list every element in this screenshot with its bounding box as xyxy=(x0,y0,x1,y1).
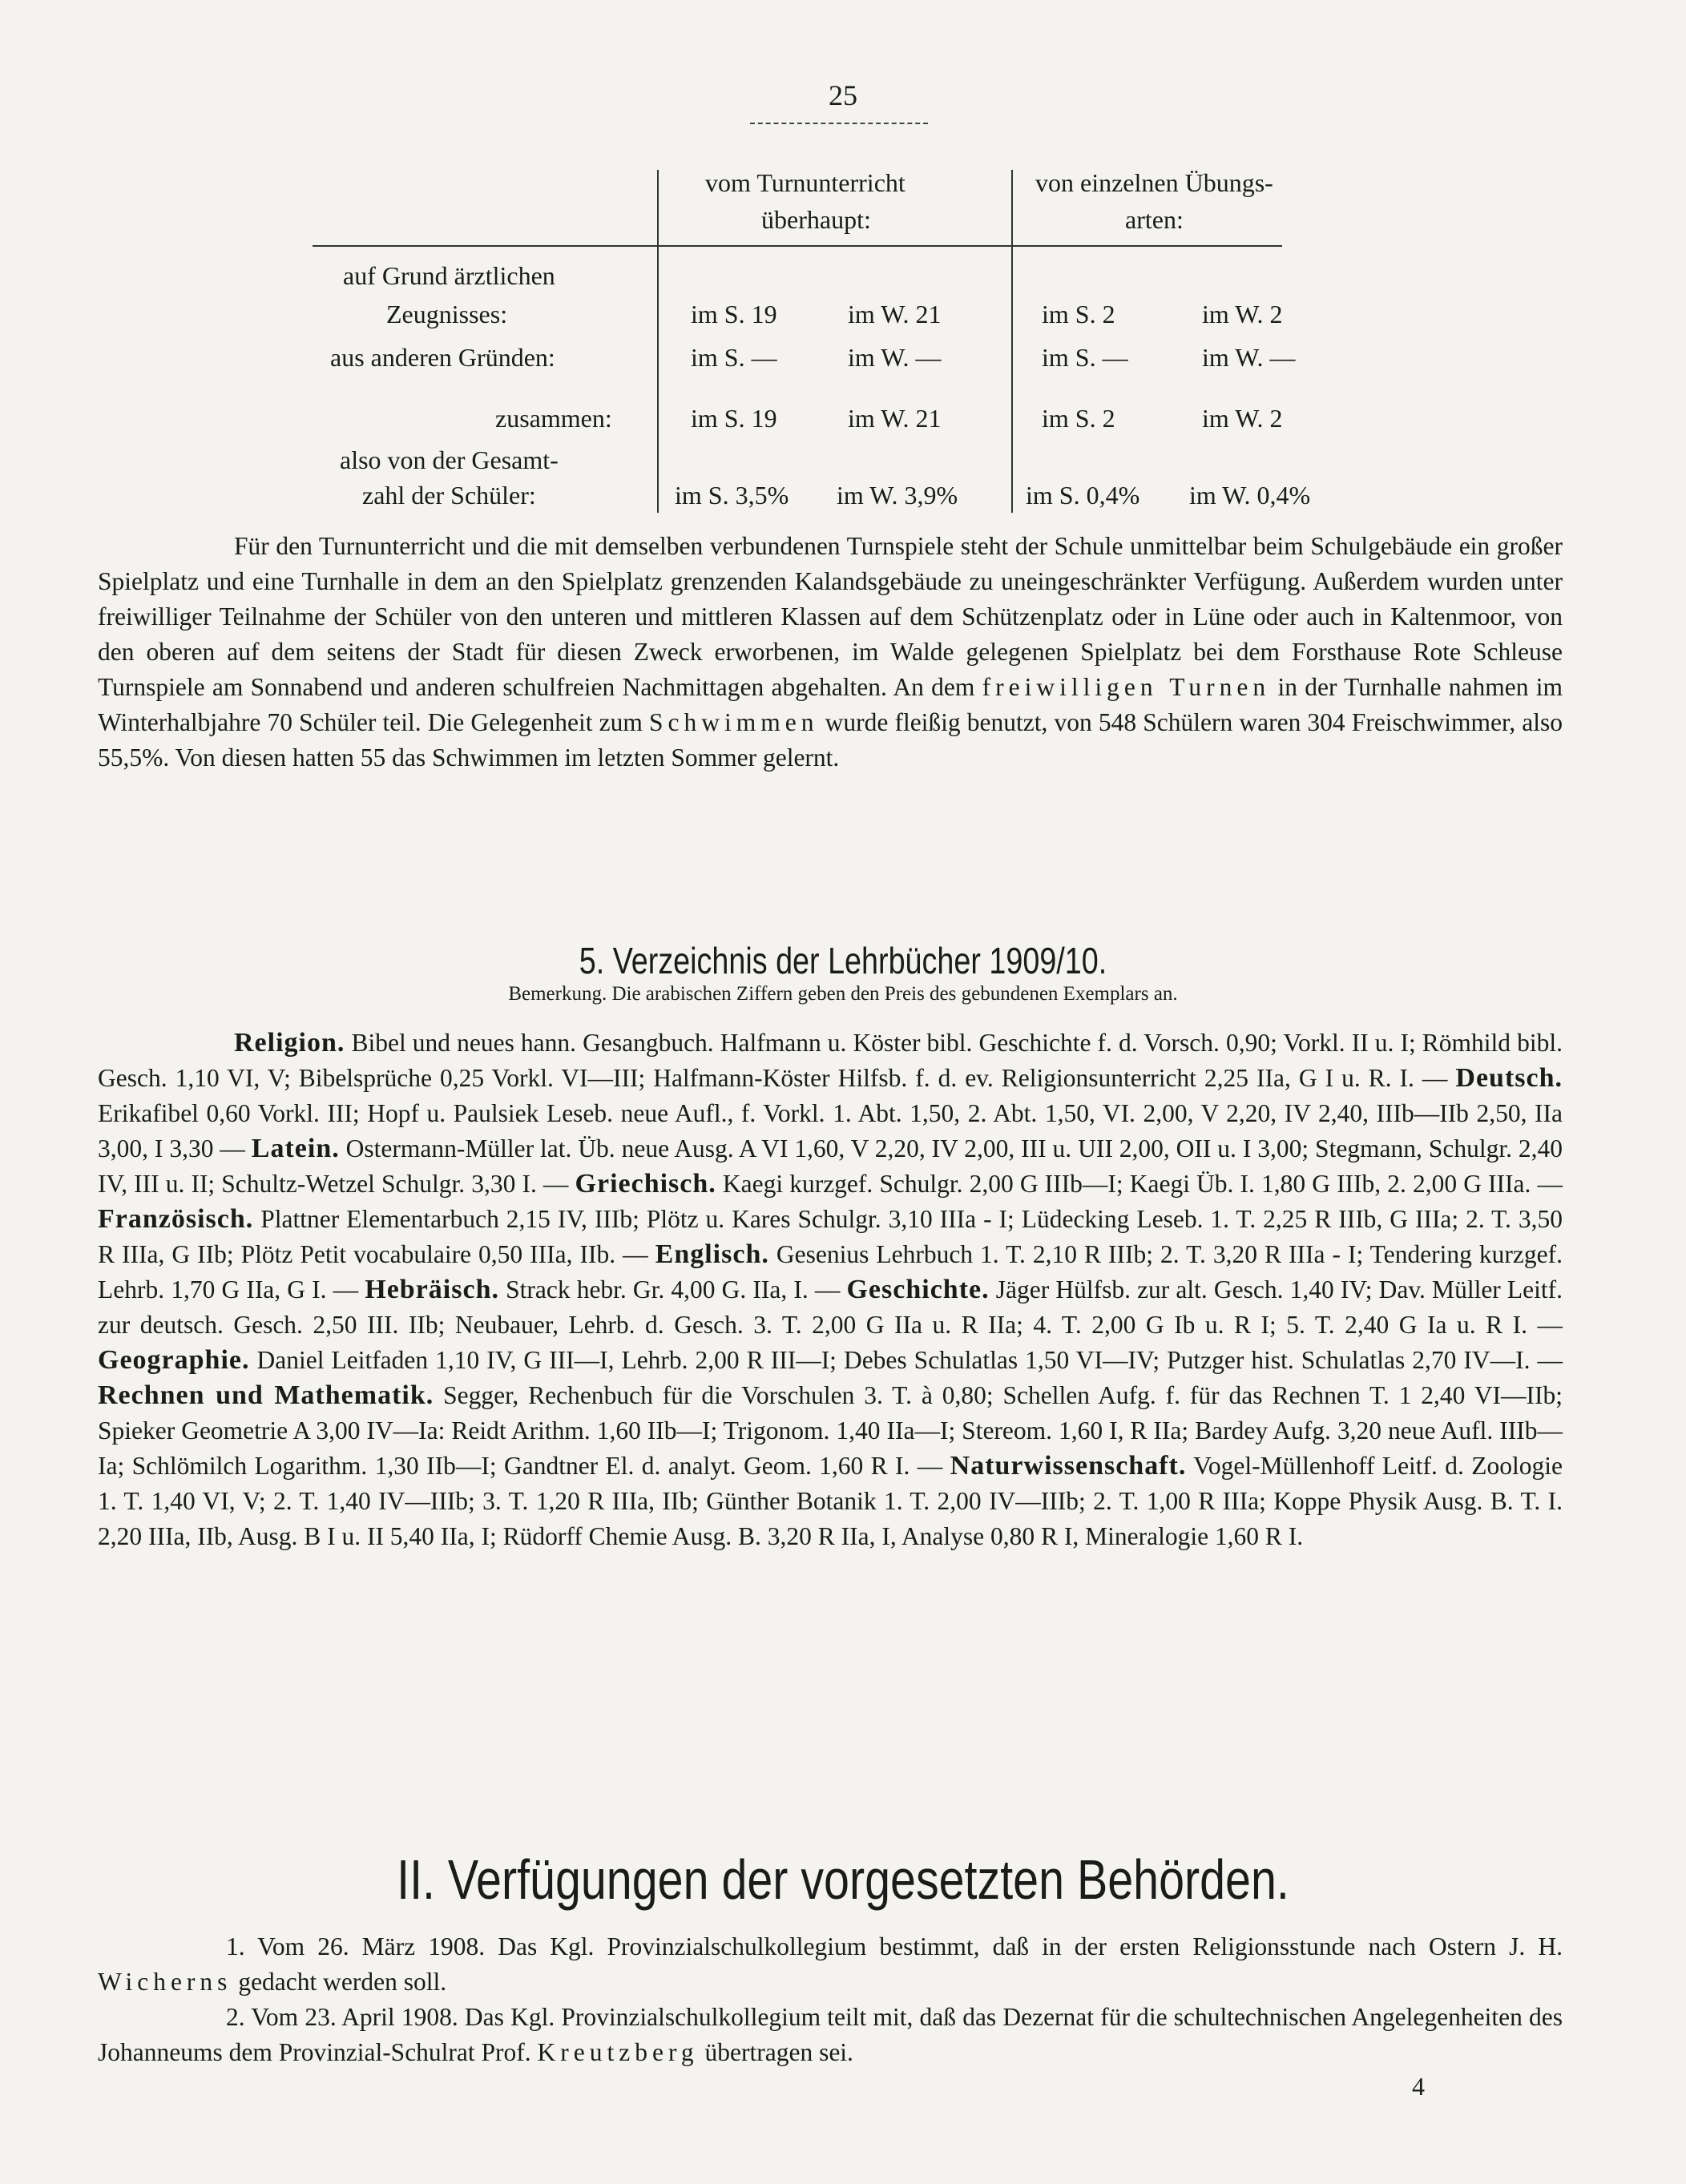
row-label: auf Grund ärztlichen xyxy=(343,261,555,290)
book-entries: Erikafibel 0,60 Vorkl. III; Hopf u. Paulsiek Leseb. neue Aufl., f. Vorkl. 1. Abt. 1,50, 2. Abt. 1,50, VI. 2,00, V 2,20, IV 2,40, IIIb—IIb 2,50, IIa 3,00, I 3,30 — xyxy=(98,1099,1563,1163)
gym-exemption-table xyxy=(0,0,1686,529)
chapter-heading: II. Verfügungen der vorgesetzten Behörden. xyxy=(397,1848,1289,1911)
table-cell: im W. — xyxy=(848,343,942,372)
table-cell: im W. — xyxy=(1202,343,1296,372)
table-cell: im W. 0,4% xyxy=(1189,481,1311,510)
decree-1 xyxy=(98,1929,1563,2000)
spaced-emphasis: Wicherns xyxy=(98,1968,232,1996)
table-cell: im S. 19 xyxy=(691,404,777,433)
book-entries: Bibel und neues hann. Gesangbuch. Halfmann u. Köster bibl. Geschichte f. d. Vorsch. 0,90; Vorkl. II u. I; Römhild bibl. Gesch. 1,10 VI, V; Bibelsprüche 0,25 Vorkl. VI—III; Halfmann-Köster Hilfsb. f. d. ev. Religionsunterricht 2,25 IIa, G I u. R. I. — xyxy=(98,1029,1563,1092)
book-entries: Gesenius Lehrbuch 1. T. 2,10 R IIIb; 2. T. 3,20 R IIIa - I; Tendering kurzgef. Lehrb. 1,70 G IIa, G I. — xyxy=(98,1240,1563,1304)
subject-keyword: Religion. xyxy=(234,1028,345,1058)
subject-keyword: Rechnen und Mathematik. xyxy=(98,1380,434,1410)
subject-keyword: Geographie. xyxy=(98,1345,250,1375)
subject-keyword: Latein. xyxy=(251,1134,340,1163)
page-number: 25 xyxy=(829,79,857,111)
table-divider-2 xyxy=(1011,170,1013,513)
book-entries: Vogel-Müllenhoff Leitf. d. Zoologie 1. T. 1,40 VI, V; 2. T. 1,40 IV—IIIb; 3. T. 1,20 R IIIa, IIb; Günther Botanik 1. T. 2,00 IV—IIIb; 2. T. 1,00 R IIIa; Koppe Physik Ausg. B. T. I. 2,20 IIIa, IIb, Ausg. B I u. II 5,40 IIa, I; Rüdorff Chemie Ausg. B. 3,20 R IIa, I, Analyse 0,80 R I, Mineralogie 1,60 R I. xyxy=(98,1452,1563,1550)
subject-keyword: Hebräisch. xyxy=(365,1275,499,1304)
table-cell: im S. 19 xyxy=(691,300,777,328)
paragraph-text: wurde fleißig benutzt, von 548 Schülern waren 304 Freischwimmer, also 55,5%. Von diesen hatten 55 das Schwimmen im letzten Sommer gelernt. xyxy=(98,708,1563,772)
decree-text: 1. Vom 26. März 1908. Das Kgl. Provinzialschulkollegium bestimmt, daß in der ersten Religionsstunde nach Ostern J. H. xyxy=(226,1932,1563,1960)
table-cell: im S. 0,4% xyxy=(1026,481,1140,510)
book-entries: Segger, Rechenbuch für die Vorschulen 3. T. à 0,80; Schellen Aufg. f. für das Rechnen T. 1 2,40 VI—IIb; Spieker Geometrie A 3,00 IV—Ia: Reidt Arithm. 1,60 IIb—I; Trigonom. 1,40 IIa—I; Stereom. 1,60 I, R IIa; Bardey Aufg. 3,20 neue Aufl. IIIb—Ia; Schlömilch Logarithm. 1,30 IIb—I; Gandtner El. d. analyt. Geom. 1,60 R I. — xyxy=(98,1381,1563,1480)
book-entries: Jäger Hülfsb. zur alt. Gesch. 1,40 IV; Dav. Müller Leitf. zur deutsch. Gesch. 2,50 III. IIb; Neubauer, Lehrb. d. Gesch. 3. T. 2,00 G IIa u. R IIa; 4. T. 2,00 G Ib u. R I; 5. T. 2,40 G Ia u. R I. — xyxy=(98,1275,1563,1339)
col-header-1-line2: überhaupt: xyxy=(761,205,871,234)
col-header-1-line1: vom Turnunterricht xyxy=(705,168,906,197)
book-entries: Plattner Elementarbuch 2,15 IV, IIIb; Plötz u. Kares Schulgr. 3,10 IIIa - I; Lüdecking Leseb. 1. T. 2,25 R IIIb, G IIIa; 2. T. 3,50 R IIIa, G IIb; Plötz Petit vocabulaire 0,50 IIIa, IIb. — xyxy=(98,1205,1563,1268)
subject-keyword: Naturwissenschaft. xyxy=(950,1451,1187,1481)
table-cell: im W. 21 xyxy=(848,300,942,328)
book-entries: Ostermann-Müller lat. Üb. neue Ausg. A VI 1,60, V 2,20, IV 2,00, III u. UII 2,00, OII u. I 3,00; Stegmann, Schulgr. 2,40 IV, III u. II; Schultz-Wetzel Schulgr. 3,30 I. — xyxy=(98,1134,1563,1198)
spaced-emphasis: Schwimmen xyxy=(648,708,819,736)
decree-2 xyxy=(98,2000,1563,2070)
book-entries: Kaegi kurzgef. Schulgr. 2,00 G IIIb—I; Kaegi Üb. I. 1,80 G IIIb, 2. 2,00 G IIIa. — xyxy=(716,1170,1563,1198)
table-cell: im S. 3,5% xyxy=(675,481,789,510)
row-label: zahl der Schüler: xyxy=(362,481,536,510)
decree-text: 2. Vom 23. April 1908. Das Kgl. Provinzialschulkollegium teilt mit, daß das Dezernat für die schultechnischen Angelegenheiten des Johanneums dem Provinzial-Schulrat Prof. xyxy=(98,2003,1563,2066)
col-header-2-line1: von einzelnen Übungs- xyxy=(1035,168,1273,197)
table-cell: im W. 21 xyxy=(848,404,942,433)
gym-paragraph xyxy=(98,529,1563,776)
book-entries: Strack hebr. Gr. 4,00 G. IIa, I. — xyxy=(498,1275,847,1304)
paragraph-text: Für den Turnunterricht und die mit demselben verbundenen Turnspiele steht der Schule unmittelbar beim Schulgebäude ein großer Spielplatz und eine Turnhalle in dem an den Spielplatz grenzenden Kalandsgebäude zu uneingeschränkter Verfügung. Außerdem wurden unter freiwilliger Teilnahme der Schüler von den unteren und mittleren Klassen auf dem Schützenplatz oder in Lüne oder auch in Kaltenmoor, von den oberen auf dem seitens der Stadt für diesen Zweck erworbenen, im Walde gelegenen Spielplatz bei dem Forsthause Rote Schleuse Turnspiele am Sonnabend und anderen schulfreien Nachmittagen abgehalten. An dem xyxy=(98,532,1563,701)
subject-keyword: Geschichte. xyxy=(846,1275,990,1304)
section-heading: 5. Verzeichnis der Lehrbücher 1909/10. xyxy=(579,940,1107,981)
spaced-emphasis: Kreutzberg xyxy=(537,2038,699,2066)
table-cell: im W. 2 xyxy=(1202,404,1283,433)
decree-text: übertragen sei. xyxy=(704,2038,853,2066)
paragraph-text: in der Turnhalle nahmen im Winterhalbjahre 70 Schüler teil. Die Gelegenheit zum xyxy=(98,673,1563,736)
table-header-rule xyxy=(313,245,1282,247)
subject-keyword: Englisch. xyxy=(655,1239,769,1269)
col-header-2-line2: arten: xyxy=(1125,205,1184,234)
table-cell: im W. 2 xyxy=(1202,300,1283,328)
row-label: zusammen: xyxy=(495,404,612,433)
spaced-emphasis: freiwilligen Turnen xyxy=(982,673,1271,701)
table-cell: im W. 3,9% xyxy=(837,481,958,510)
book-entries: Daniel Leitfaden 1,10 IV, G III—I, Lehrb. 2,00 R III—I; Debes Schulatlas 1,50 VI—IV; Putzger hist. Schulatlas 2,70 IV—I. — xyxy=(249,1346,1563,1374)
subject-keyword: Deutsch. xyxy=(1455,1063,1563,1093)
table-cell: im S. 2 xyxy=(1042,404,1115,433)
table-cell: im S. 2 xyxy=(1042,300,1115,328)
table-cell: im S. — xyxy=(691,343,777,372)
decree-text: gedacht werden soll. xyxy=(238,1968,447,1996)
table-divider-1 xyxy=(657,170,659,513)
row-label: also von der Gesamt- xyxy=(340,445,559,474)
textbook-list xyxy=(98,1026,1563,1554)
row-label: aus anderen Gründen: xyxy=(330,343,555,372)
remark-note: Bemerkung. Die arabischen Ziffern geben den Preis des gebundenen Exemplars an. xyxy=(508,983,1178,1005)
signature-number: 4 xyxy=(1412,2072,1425,2101)
row-label: Zeugnisses: xyxy=(386,300,508,328)
table-cell: im S. — xyxy=(1042,343,1128,372)
subject-keyword: Griechisch. xyxy=(575,1169,716,1199)
subject-keyword: Französisch. xyxy=(98,1204,254,1234)
